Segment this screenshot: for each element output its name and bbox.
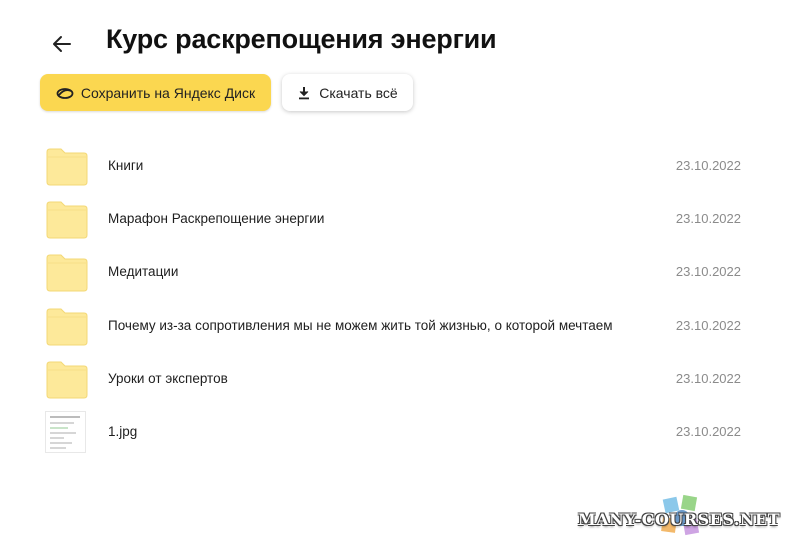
list-item[interactable] bbox=[40, 300, 760, 353]
action-bar bbox=[40, 74, 413, 112]
item-date: 23.10.2022 bbox=[675, 370, 741, 386]
item-name: Уроки от экспертов bbox=[108, 370, 228, 386]
list-item[interactable] bbox=[40, 140, 760, 193]
folder-icon bbox=[46, 361, 88, 399]
folder-icon bbox=[46, 201, 88, 239]
list-item[interactable] bbox=[40, 193, 760, 246]
watermark-text: MANY-COURSES.NET bbox=[578, 510, 781, 529]
item-date: 23.10.2022 bbox=[675, 317, 741, 333]
save-button-label: Сохранить на Яндекс Диск bbox=[80, 84, 256, 101]
download-button-label: Скачать всё bbox=[319, 84, 398, 101]
folder-icon bbox=[46, 254, 88, 292]
item-name: Почему из-за сопротивления мы не можем жить той жизнью, о которой мечтаем bbox=[108, 317, 613, 333]
item-name: 1.jpg bbox=[108, 423, 138, 439]
item-date: 23.10.2022 bbox=[675, 264, 741, 280]
save-to-disk-button[interactable] bbox=[40, 74, 271, 111]
item-name: Медитации bbox=[108, 264, 179, 280]
folder-icon bbox=[46, 148, 88, 186]
yandex-disk-icon bbox=[56, 86, 74, 100]
list-item[interactable] bbox=[40, 406, 760, 459]
item-name: Книги bbox=[108, 158, 144, 173]
item-name: Марафон Раскрепощение энергии bbox=[108, 211, 325, 227]
watermark bbox=[578, 492, 793, 544]
list-item[interactable] bbox=[40, 246, 760, 299]
download-all-button[interactable] bbox=[282, 74, 413, 111]
folder-icon bbox=[46, 308, 88, 346]
item-date: 23.10.2022 bbox=[675, 211, 741, 227]
page-title: Курс раскрепощения энергии bbox=[106, 24, 497, 54]
file-list bbox=[40, 140, 760, 459]
header bbox=[0, 18, 800, 64]
item-date: 23.10.2022 bbox=[675, 423, 741, 439]
image-thumbnail bbox=[45, 411, 86, 453]
list-item[interactable] bbox=[40, 353, 760, 406]
arrow-left-icon bbox=[48, 30, 76, 58]
download-icon bbox=[297, 86, 311, 100]
back-button[interactable] bbox=[48, 30, 76, 58]
item-date: 23.10.2022 bbox=[675, 158, 741, 173]
